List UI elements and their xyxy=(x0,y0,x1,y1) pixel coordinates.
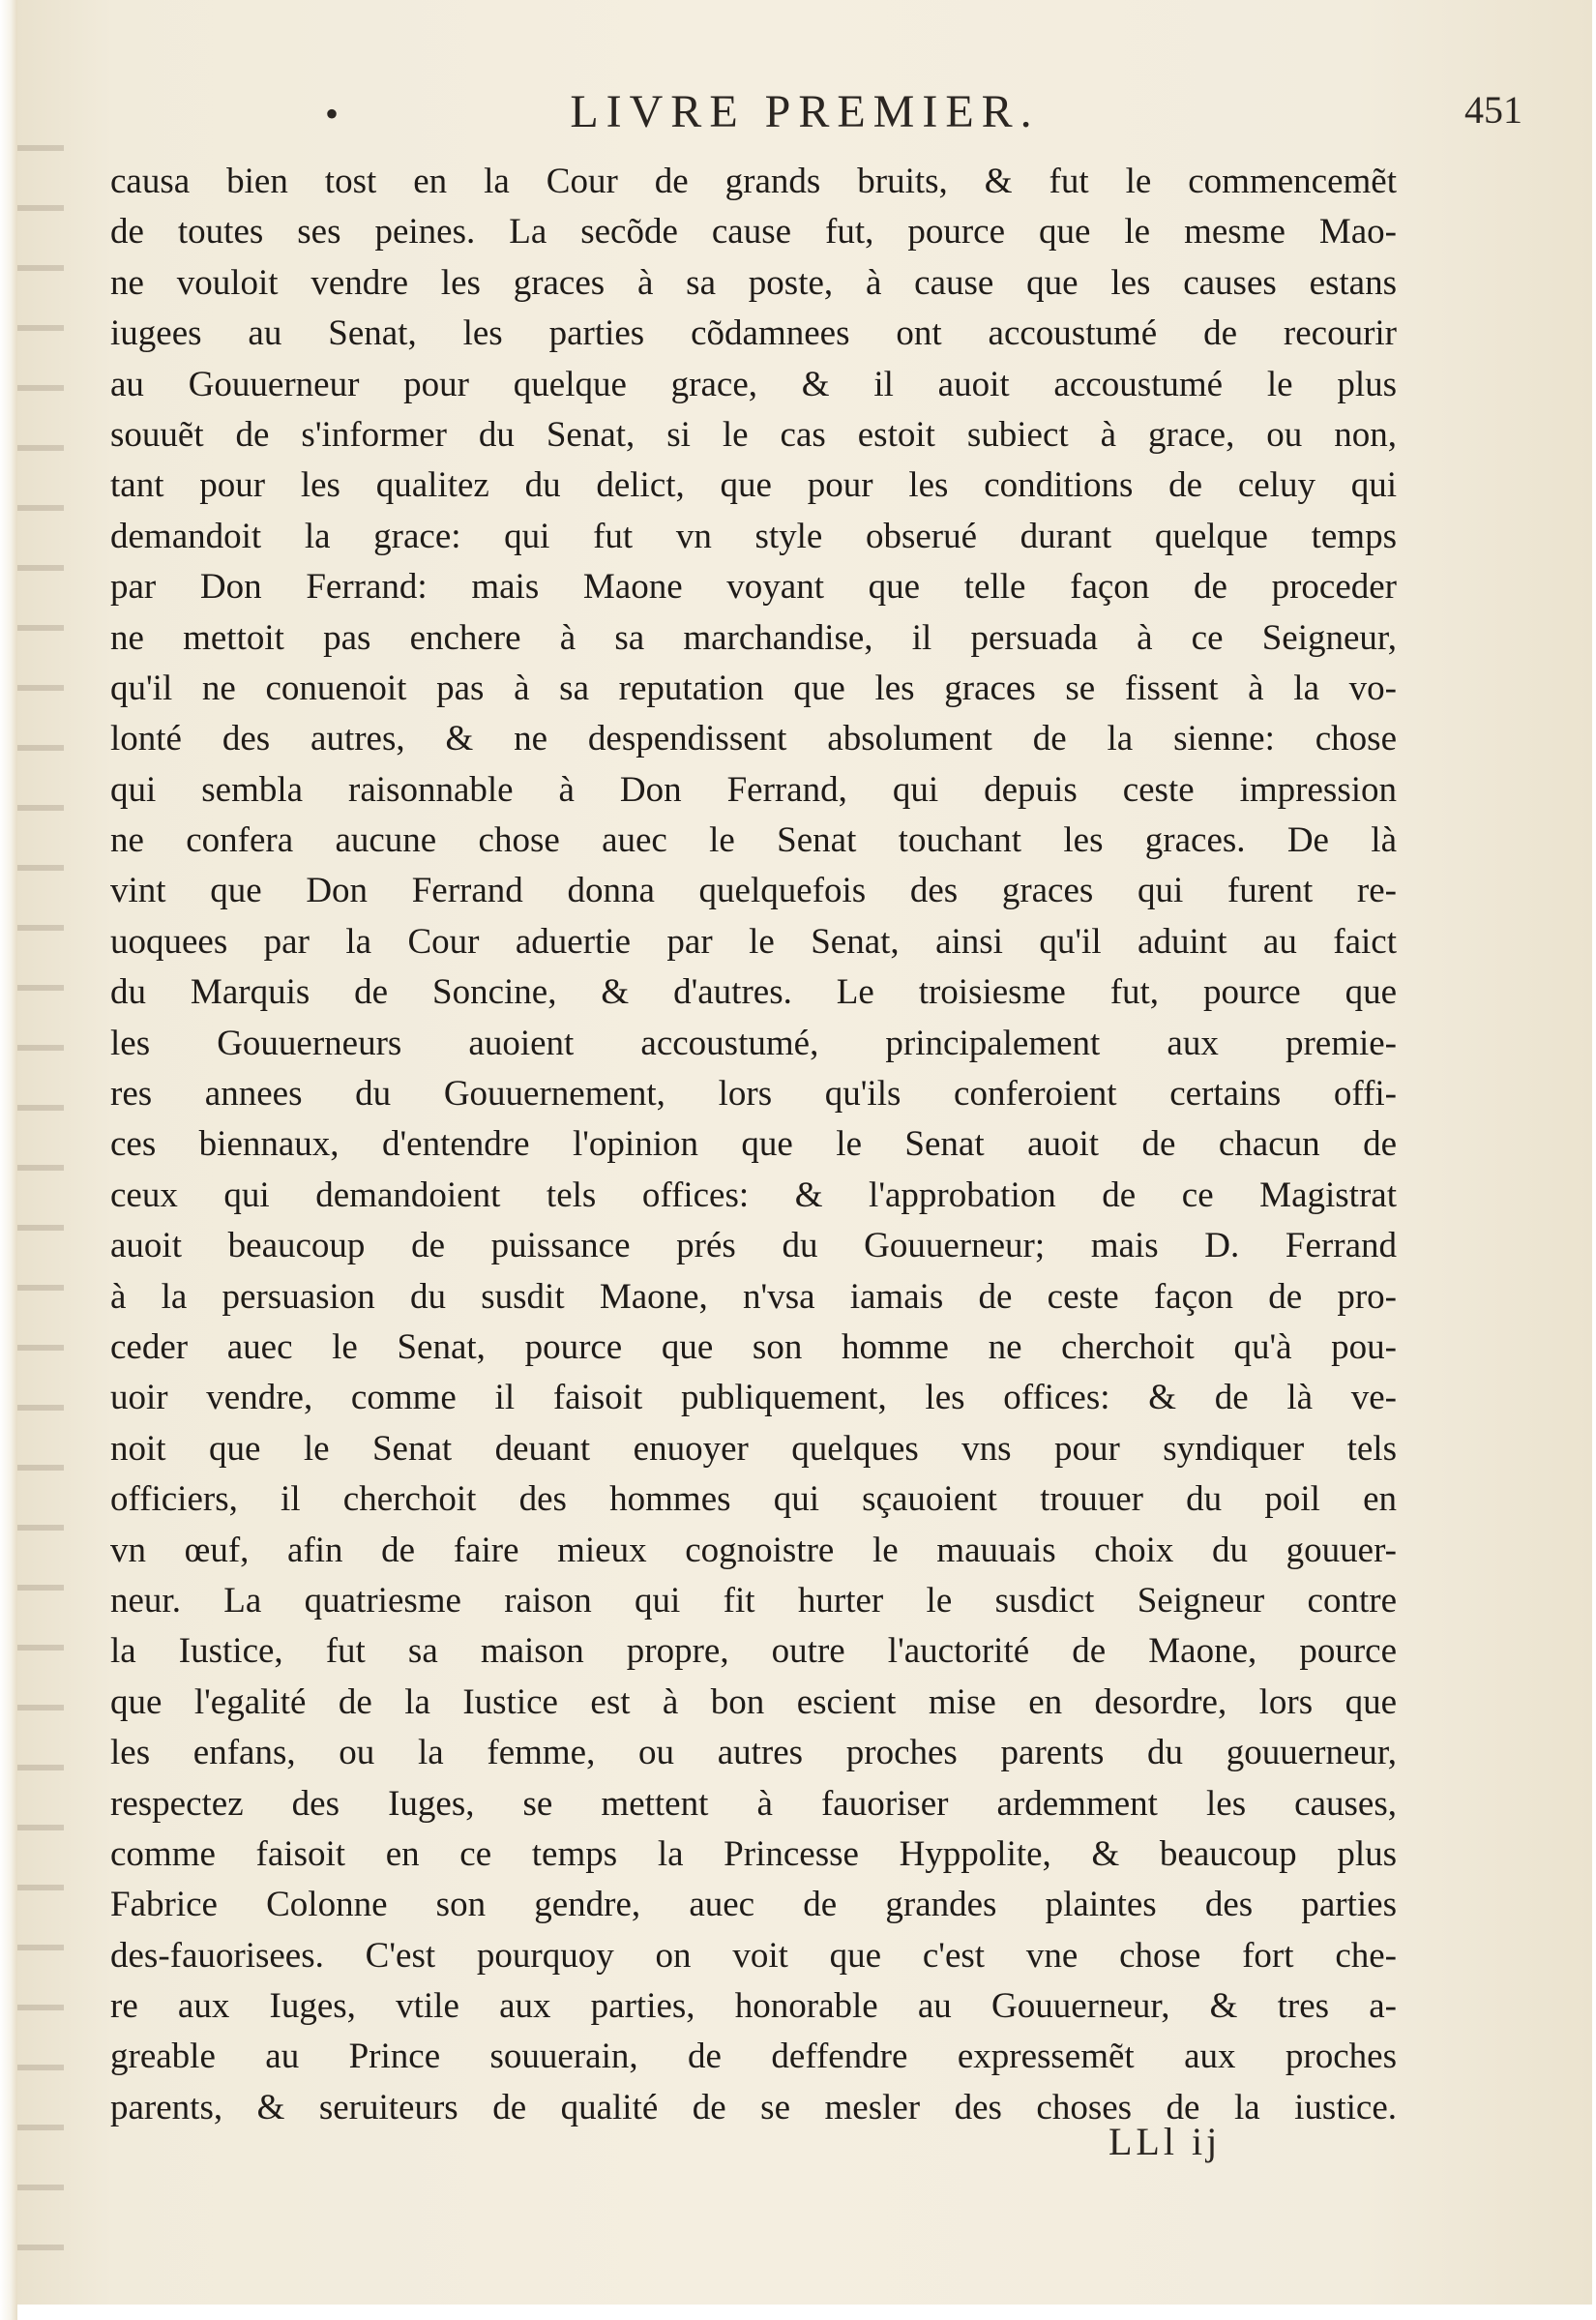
text-line: respectez des Iuges, se mettent à fauoriser ardemment les causes, xyxy=(110,1783,1397,1824)
text-line: par Don Ferrand: mais Maone voyant que telle façon de proceder xyxy=(110,567,1397,608)
text-line: de toutes ses peines. La secõde cause fut, pource que le mesme Mao- xyxy=(110,212,1397,253)
text-line: iugees au Senat, les parties cõdamnees ont accoustumé de recourir xyxy=(110,313,1397,354)
binding-gutter xyxy=(0,0,17,2320)
text-line: res annees du Gouuernement, lors qu'ils conferoient certains offi- xyxy=(110,1074,1397,1115)
text-line: comme faisoit en ce temps la Princesse Hyppolite, & beaucoup plus xyxy=(110,1833,1397,1874)
text-line: uoquees par la Cour aduertie par le Senat, ainsi qu'il aduint au faict xyxy=(110,921,1397,962)
page-number: 451 xyxy=(1464,88,1522,132)
text-line: lonté des autres, & ne despendissent absolument de la sienne: chose xyxy=(110,719,1397,759)
page-bottom-edge xyxy=(17,2305,1596,2320)
text-line: la Iustice, fut sa maison propre, outre l'auctorité de Maone, pource xyxy=(110,1631,1397,1672)
text-line: officiers, il cherchoit des hommes qui sçauoient trouuer du poil en xyxy=(110,1479,1397,1520)
running-head xyxy=(17,85,1592,143)
text-line: ne vouloit vendre les graces à sa poste, à cause que les causes estans xyxy=(110,262,1397,303)
gutter-stain-marks xyxy=(17,145,64,2274)
text-line: neur. La quatriesme raison qui fit hurter le susdict Seigneur contre xyxy=(110,1580,1397,1621)
text-line: qu'il ne conuenoit pas à sa reputation que les graces se fissent à la vo- xyxy=(110,668,1397,708)
text-line: vn œuf, afin de faire mieux cognoistre le mauuais choix du gouuer- xyxy=(110,1530,1397,1570)
text-line: les enfans, ou la femme, ou autres proches parents du gouuerneur, xyxy=(110,1733,1397,1773)
signature-mark: LLl ij xyxy=(1108,2120,1222,2163)
text-line: auoit beaucoup de puissance prés du Gouuerneur; mais D. Ferrand xyxy=(110,1226,1397,1266)
text-line: qui sembla raisonnable à Don Ferrand, qui depuis ceste impression xyxy=(110,769,1397,810)
page-title: LIVRE PREMIER. xyxy=(570,86,1040,137)
text-line: ne confera aucune chose auec le Senat touchant les graces. De là xyxy=(110,820,1397,861)
header-ornament: • xyxy=(325,92,340,135)
text-line: à la persuasion du susdit Maone, n'vsa iamais de ceste façon de pro- xyxy=(110,1276,1397,1317)
body-text xyxy=(110,157,1397,2133)
text-line: du Marquis de Soncine, & d'autres. Le troisiesme fut, pource que xyxy=(110,972,1397,1013)
text-line: ceder auec le Senat, pource que son homme ne cherchoit qu'à pou- xyxy=(110,1326,1397,1367)
text-line: des-fauorisees. C'est pourquoy on voit que c'est vne chose fort che- xyxy=(110,1935,1397,1976)
text-line: ces biennaux, d'entendre l'opinion que le Senat auoit de chacun de xyxy=(110,1124,1397,1165)
text-line: que l'egalité de la Iustice est à bon escient mise en desordre, lors que xyxy=(110,1681,1397,1722)
text-line: causa bien tost en la Cour de grands bruits, & fut le commencemẽt xyxy=(110,162,1397,201)
text-line: les Gouuerneurs auoient accoustumé, principalement aux premie- xyxy=(110,1023,1397,1063)
text-line: uoir vendre, comme il faisoit publiquement, les offices: & de là ve- xyxy=(110,1378,1397,1418)
text-line: ceux qui demandoient tels offices: & l'approbation de ce Magistrat xyxy=(110,1175,1397,1215)
text-line: demandoit la grace: qui fut vn style obserué durant quelque temps xyxy=(110,516,1397,556)
text-line: parents, & seruiteurs de qualité de se mesler des choses de la iustice. xyxy=(110,2087,1397,2127)
text-line: noit que le Senat deuant enuoyer quelques vns pour syndiquer tels xyxy=(110,1428,1397,1469)
text-line: Fabrice Colonne son gendre, auec de grandes plaintes des parties xyxy=(110,1885,1397,1925)
text-line: ne mettoit pas enchere à sa marchandise, il persuada à ce Seigneur, xyxy=(110,617,1397,658)
text-line: vint que Don Ferrand donna quelquefois des graces qui furent re- xyxy=(110,871,1397,911)
text-line: au Gouuerneur pour quelque grace, & il auoit accoustumé le plus xyxy=(110,364,1397,404)
book-page xyxy=(17,0,1592,2305)
text-line: greable au Prince souuerain, de deffendre expressemẽt aux proches xyxy=(110,2037,1397,2077)
text-line: souuẽt de s'informer du Senat, si le cas estoit subiect à grace, ou non, xyxy=(110,414,1397,455)
text-line: tant pour les qualitez du delict, que pour les conditions de celuy qui xyxy=(110,465,1397,506)
text-line: re aux Iuges, vtile aux parties, honorable au Gouuerneur, & tres a- xyxy=(110,1986,1397,2027)
